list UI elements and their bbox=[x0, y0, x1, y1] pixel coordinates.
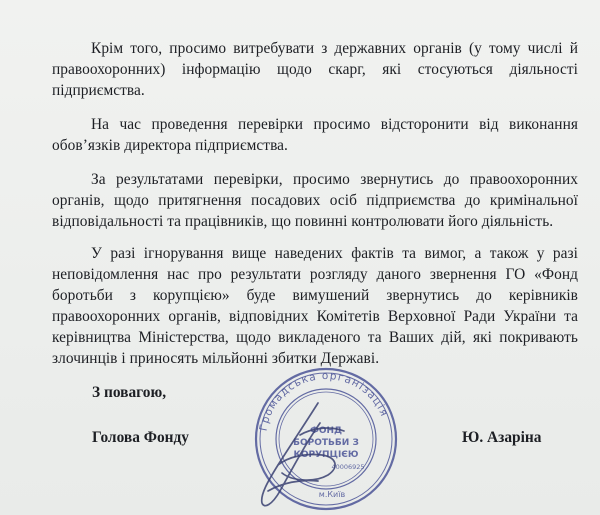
paragraph-law-enforcement: За результатами перевірки, просимо звернутись до правоохоронних органів, щодо притягнення посадових осіб підприємства до кримінальної відповідальності та працівників, що повинні контролювати його діяльність. bbox=[52, 171, 578, 231]
stamp-center-line-1: ФОНД bbox=[309, 426, 343, 436]
stamp-ring-text: Громадська організація bbox=[257, 369, 391, 433]
paragraph-request-information: Крім того, просимо витребувати з державних органів (у тому числі й правоохоронних) інформацію щодо скарг, які стосуються діяльності підприємства. bbox=[52, 40, 578, 100]
stamp-code: 40006925 bbox=[331, 463, 365, 471]
stamp-center-line-3: КОРУПЦІЄЮ bbox=[293, 450, 359, 460]
handwritten-signature bbox=[248, 395, 368, 513]
stamp-city: м.Київ bbox=[318, 490, 346, 499]
paragraph-warning: У разі ігнорування вище наведених фактів та вимог, а також у разі неповідомлення нас про результати розгляду даного звернення ГО «Фонд боротьби з корупцією» буде вимушений звернутись до керівників правоохоронних органів, відповідних Комітетів Верховної Ради України та керівництва Міністерства, щодо викладеного та Ваших дій, які покривають злочинців і приносять мільйонні збитки Державі. bbox=[52, 245, 578, 368]
stamp-center-line-2: БОРОТЬБИ З bbox=[293, 438, 359, 448]
signer-name: Ю. Азаріна bbox=[462, 429, 542, 446]
paragraph-suspend-director: На час проведення перевірки просимо відсторонити від виконання обов’язків директора підприємства. bbox=[52, 116, 578, 155]
closing-phrase: З повагою, bbox=[92, 384, 167, 401]
signer-role: Голова Фонду bbox=[92, 429, 189, 446]
